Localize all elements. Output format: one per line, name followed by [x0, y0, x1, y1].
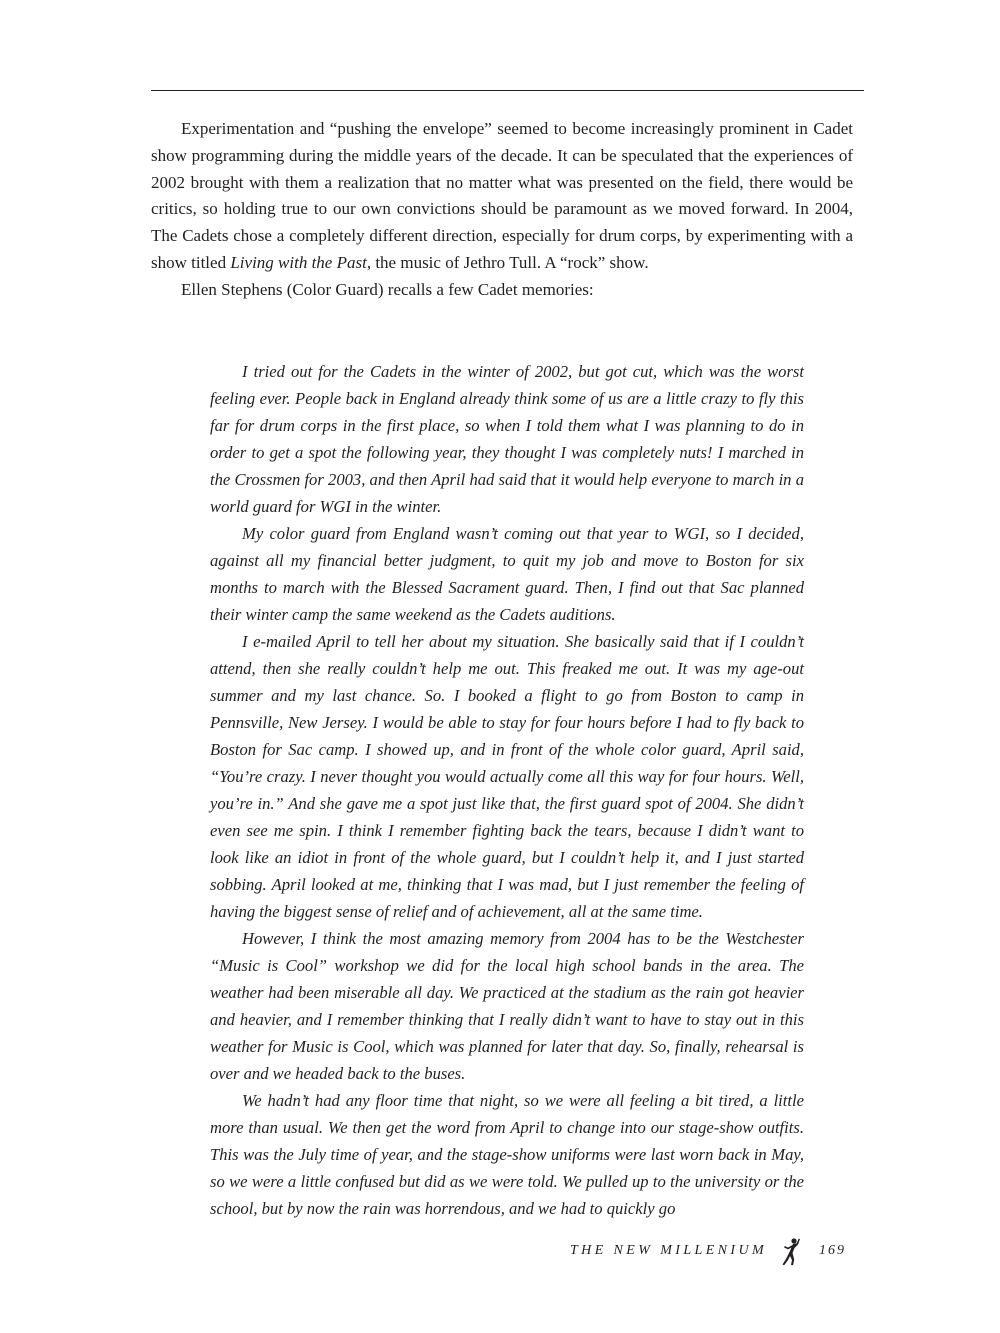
page-number: 169	[819, 1243, 847, 1258]
running-head: THE NEW MILLENIUM	[570, 1243, 768, 1258]
body-paragraph-1-start: Experimentation and “pushing the envelope” seemed to become increasingly prominent in Cadet show programming during the middle years of the decade. It can be speculated that the experiences of 2002 brought with them a realization that no matter what was presented on the field, there would be critics, so holding true to our own convictions should be paramount as we moved forward. In 2004, The Cadets chose a completely different direction, especially for drum corps, by experimenting with a show titled	[151, 119, 853, 272]
body-paragraph-1-end: , the music of Jethro Tull. A “rock” show.	[366, 252, 649, 272]
quote-paragraph-5: We hadn’t had any floor time that night, so we were all feeling a bit tired, a little more than usual. We then get the word from April to change into our stage-show outfits. This was the July time of year, and the stage-show uniforms were last worn back in May, so we were a little confused but did as we were told. We pulled up to the university or the school, but by now the rain was horrendous, and we had to quickly go	[210, 1091, 804, 1218]
show-title: Living with the Past	[230, 252, 367, 272]
guard-figure-icon	[779, 1236, 801, 1266]
quote-paragraph-1: I tried out for the Cadets in the winter of 2002, but got cut, which was the worst feeling ever. People back in England already think some of us are a little crazy to fly this far for drum corps in the first place, so when I told them what I was planning to do in order to get a spot the following year, they thought I was completely nuts! I marched in the Crossmen for 2003, and then April had said that it would help everyone to march in a world guard for WGI in the winter.	[210, 362, 804, 516]
quote-paragraph-3: I e-mailed April to tell her about my situation. She basically said that if I couldn’t attend, then she really couldn’t help me out. This freaked me out. It was my age-out summer and my last chance. So. I booked a flight to go from Boston to camp in Pennsville, New Jersey. I would be able to stay for four hours before I had to fly back to Boston for Sac camp. I showed up, and in front of the whole color guard, April said, “You’re crazy. I never thought you would actually come all this way for four hours. Well, you’re in.” And she gave me a spot just like that, the first guard spot of 2004. She didn’t even see me spin. I think I remember fighting back the tears, because I didn’t want to look like an idiot in front of the whole guard, but I couldn’t help it, and I just started sobbing. April looked at me, thinking that I was mad, but I just remember the feeling of having the biggest sense of relief and of achievement, all at the same time.	[210, 632, 804, 921]
body-paragraph-1	[151, 116, 853, 277]
body-text	[151, 116, 853, 304]
top-rule	[151, 90, 864, 91]
page-footer	[570, 1236, 865, 1266]
quote-paragraph-4: However, I think the most amazing memory from 2004 has to be the Westchester “Music is Cool” workshop we did for the local high school bands in the area. The weather had been miserable all day. We practiced at the stadium as the rain got heavier and heavier, and I remember thinking that I really didn’t want to have to stay out in this weather for Music is Cool, which was planned for later that day. So, finally, rehearsal is over and we headed back to the buses.	[210, 929, 804, 1083]
body-paragraph-2: Ellen Stephens (Color Guard) recalls a few Cadet memories:	[181, 279, 594, 299]
block-quote	[210, 358, 804, 1222]
quote-paragraph-2: My color guard from England wasn’t coming out that year to WGI, so I decided, against all my financial better judgment, to quit my job and move to Boston for six months to march with the Blessed Sacrament guard. Then, I find out that Sac planned their winter camp the same weekend as the Cadets auditions.	[210, 524, 804, 624]
